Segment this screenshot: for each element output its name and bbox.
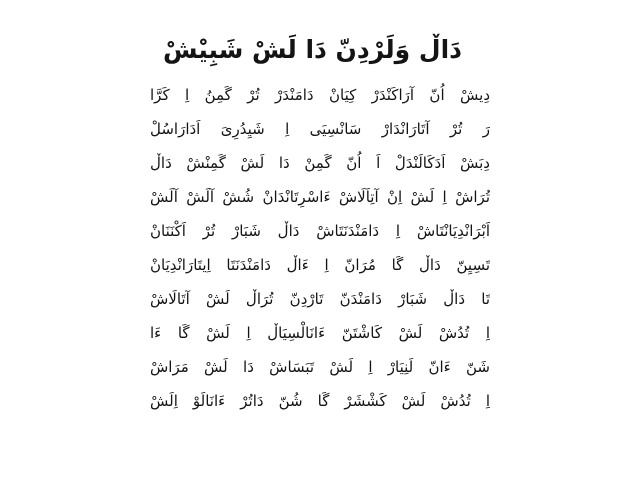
text-line-7: تَا دَاڵ شَبَارْ دَامَنْدَنّ تَارْدِنّ تُرَاڵ لَشْ آتَالَاشْ — [150, 290, 490, 308]
document-title: دَاڵ وَلَرْدِنّ دَا لَشْ شَبِیْشْ — [162, 35, 462, 64]
text-line-3: دِبَشْ اَدَکَالَنْدَلْ اَ اُنّ گَمِنْ دَا لَشْ گَمِنْشْ دَاڵ — [150, 154, 490, 172]
text-line-1: دِیشْ اُنّ آرَاکَنْدَرْ کِیَانْ دَامَنْدَرْ تُرْ گَمِنُ اِ کَرَّا — [150, 86, 490, 104]
text-line-6: تَسِیِنّ دَاڵ گَا مُرَانّ اِ ءَاڵ دَامَنْدَنَتَا اِیتَارَانْدِیَانْ — [150, 256, 490, 274]
text-line-10: اِ تُدُشْ لَشْ کَشْشَرْ گَا شُنّ دَاتُرْ ءَانَالَوْ اِلَشْ — [150, 392, 490, 410]
text-line-8: اِ تُدُشْ لَشْ کَاشْتَنّ ءَانَالْسِیَاڵ اِ لَشْ گَا ءَا — [150, 324, 490, 342]
body-text — [150, 78, 490, 453]
text-line-9: شَنّ ءَانّ لَنِیَارْ اِ لَشْ تَبَسَاشْ دَا لَشْ مَرَاشْ — [150, 358, 490, 376]
text-line-4: تُرَاشْ اِ لَشْ اِنْ آتِاَلَاشْ ءَاسْرِتَانْدَانْ شُشْ آلَشْ آلَشْ — [150, 188, 490, 206]
text-line-5: اَبْرَانْدِیَانْتَاشْ اِ دَامَنْدَنَتَاشْ دَاڵ شَبَارْ تُرْ اَکْنَنَانْ — [150, 222, 490, 240]
text-line-2: رَ تُرْ آتَارَانْدَارْ سَانْسِیَى اِ شَیِدُرِیَ اَدَارَاسُلْ — [150, 120, 490, 138]
